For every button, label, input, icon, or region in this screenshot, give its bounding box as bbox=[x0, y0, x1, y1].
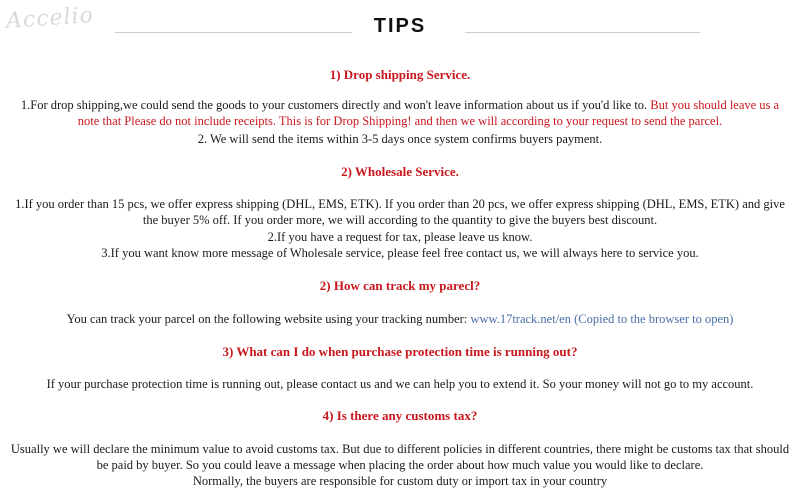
tracking-link[interactable]: www.17track.net/en bbox=[470, 312, 571, 326]
customs-tax-text-2: Normally, the buyers are responsible for custom duty or import tax in your country bbox=[192, 474, 608, 488]
purchase-protection-text: If your purchase protection time is running out, please contact us and we can help you to extend it. So your money will not go to my account. bbox=[46, 377, 754, 391]
drop-shipping-text: 1.For drop shipping,we could send the goods to your customers directly and won't leave information about us if you'd like to. bbox=[20, 98, 648, 112]
page-title: TIPS bbox=[373, 15, 427, 37]
wholesale-item-3: 3.If you want know more message of Wholesale service, please feel free contact us, we will always here to service you. bbox=[101, 246, 699, 260]
customs-tax-text-1: Usually we will declare the minimum value to avoid customs tax. But due to different policies in different countries, there might be customs tax that should be paid by buyer. So you could leave a message when placing the order about how much value you would like to declare. bbox=[10, 442, 790, 472]
tracking-note: (Copied to the browser to open) bbox=[570, 312, 734, 326]
drop-shipping-note: But you should leave us a note that Please do not include receipts. This is for Drop Shipping! and then we will according to your request to send the parcel. bbox=[77, 98, 780, 128]
section-heading-drop-shipping: 1) Drop shipping Service. bbox=[329, 67, 471, 82]
header-divider-right bbox=[465, 32, 700, 33]
tracking-text bbox=[10, 311, 790, 327]
page-header bbox=[0, 8, 800, 48]
section-heading-customs-tax: 4) Is there any customs tax? bbox=[322, 408, 478, 423]
tracking-description: You can track your parcel on the following website using your tracking number: bbox=[66, 312, 471, 326]
section-heading-tracking: 2) How can track my parecl? bbox=[319, 278, 481, 293]
wholesale-item-1: 1.If you order than 15 pcs, we offer express shipping (DHL, EMS, ETK). If you order than 20 pcs, we offer express shipping (DHL, EMS, ETK) and give the buyer 5% off. If you order more, we will according to the quantity to give the buyers best discount. bbox=[15, 197, 785, 227]
drop-shipping-item-2: 2. We will send the items within 3-5 days once system confirms buyers payment. bbox=[197, 132, 603, 146]
wholesale-item-2: 2.If you have a request for tax, please leave us know. bbox=[267, 230, 533, 244]
section-heading-purchase-protection: 3) What can I do when purchase protection time is running out? bbox=[222, 344, 578, 359]
section-text-drop-shipping bbox=[10, 97, 790, 129]
logo-watermark: Accelio bbox=[5, 2, 95, 35]
section-heading-wholesale: 2) Wholesale Service. bbox=[341, 164, 459, 179]
